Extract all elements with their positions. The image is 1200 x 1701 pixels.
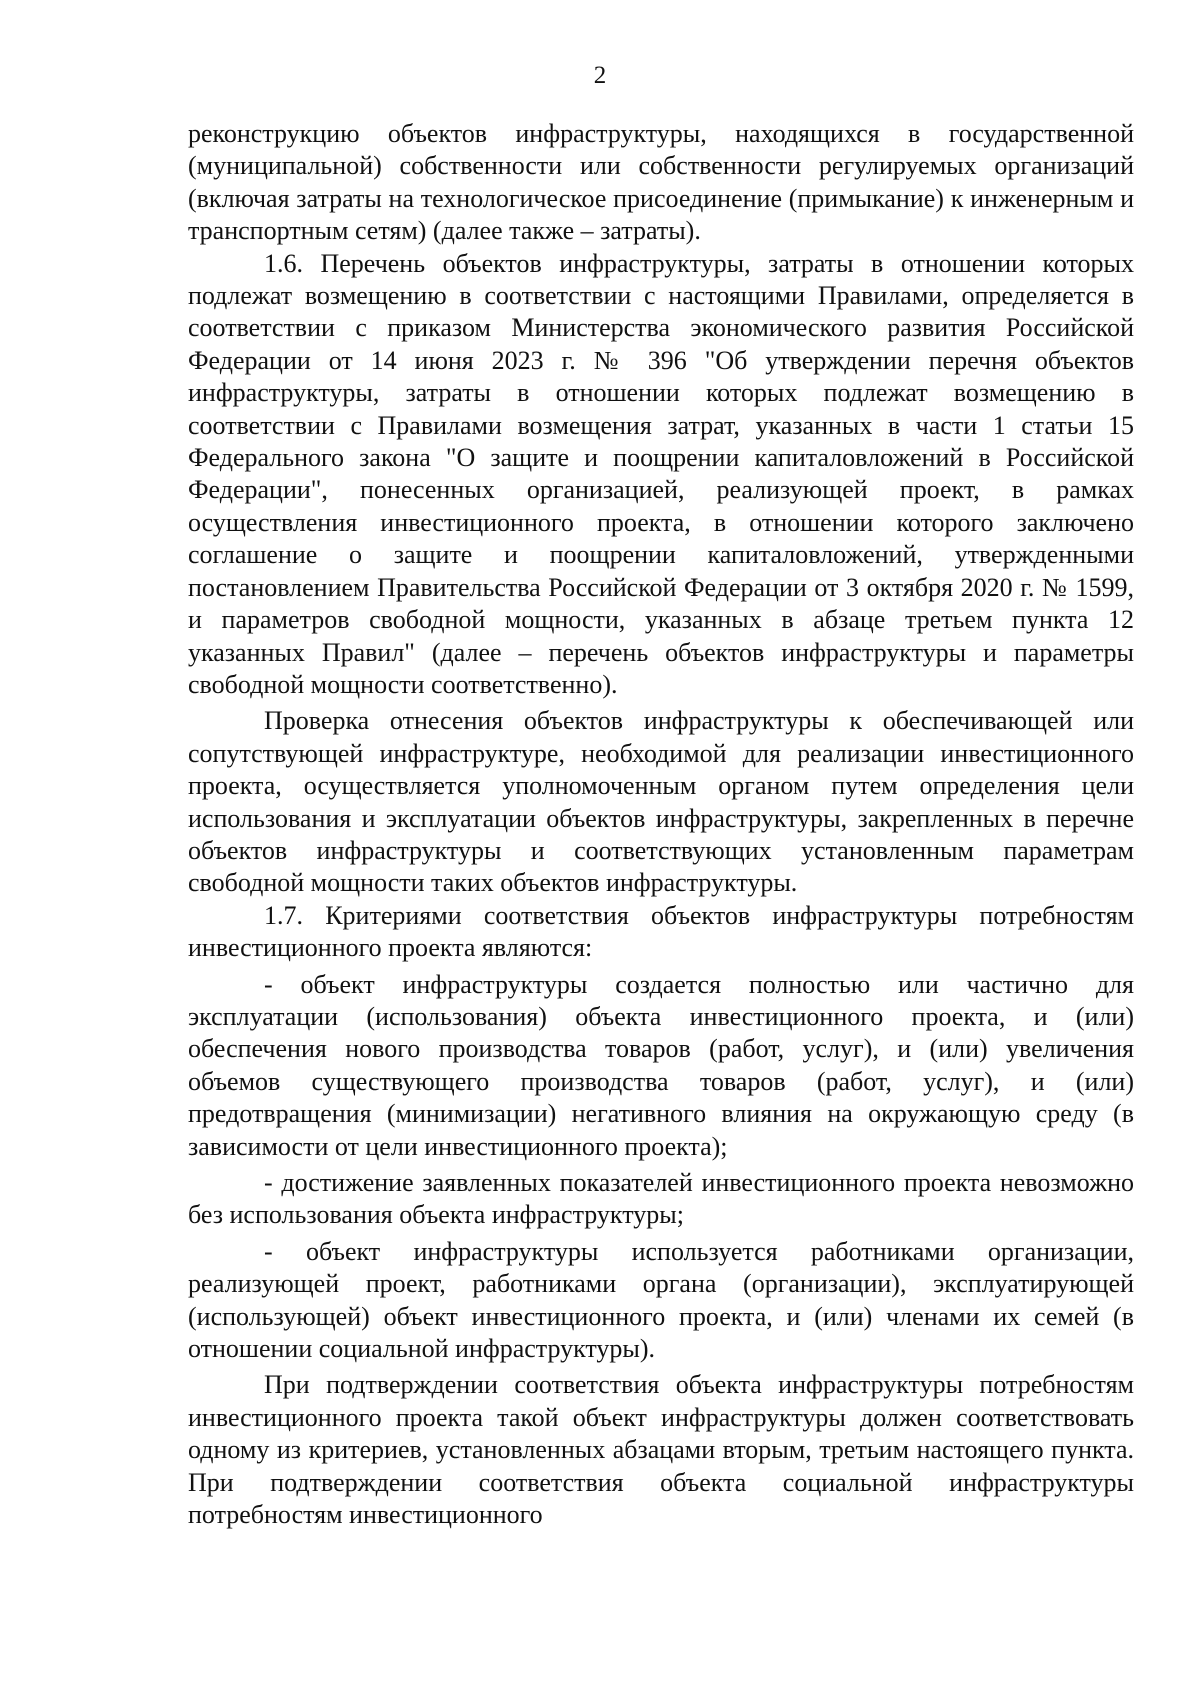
paragraph-verification: Проверка отнесения объектов инфраструктуры к обеспечивающей или сопутствующей инфраструктуре, необходимой для реализации инвестиционного проекта, осуществляется уполномоченным органом путем определения цели использования и эксплуатации объектов инфраструктуры, закрепленных в перечне объектов инфраструктуры и соответствующих установленным параметрам свободной мощности таких объектов инфраструктуры. <box>188 706 1134 898</box>
paragraph-1-7: 1.7. Критериями соответствия объектов инфраструктуры потребностям инвестиционного проекта являются: <box>188 900 1134 963</box>
criterion-item-2: - достижение заявленных показателей инвестиционного проекта невозможно без использования объекта инфраструктуры; <box>188 1168 1134 1230</box>
criterion-item-3: - объект инфраструктуры используется работниками организации, реализующей проект, работниками органа (организации), эксплуатирующей (использующей) объект инвестиционного проекта, и (или) членами их семей (в отношении социальной инфраструктуры). <box>188 1236 1134 1364</box>
criterion-item-1: - объект инфраструктуры создается полностью или частично для эксплуатации (использования) объекта инвестиционного проекта, и (или) обеспечения нового производства товаров (работ, услуг), и (или) увеличения объемов существующего производства товаров (работ, услуг), и (или) предотвращения (минимизации) негативного влияния на окружающую среду (в зависимости от цели инвестиционного проекта); <box>188 969 1134 1161</box>
paragraph-continuation: реконструкцию объектов инфраструктуры, находящихся в государственной (муниципальной) собственности или собственности регулируемых организаций (включая затраты на технологическое присоединение (примыкание) к инженерным и транспортным сетям) (далее также – затраты). <box>188 119 1134 246</box>
paragraph-1-6: 1.6. Перечень объектов инфраструктуры, затраты в отношении которых подлежат возмещению в соответствии с настоящими Правилами, определяется в соответствии с приказом Министерства экономического развития Российской Федерации от 14 июня 2023 г. № 396 "Об утверждении перечня объектов инфраструктуры, затраты в отношении которых подлежат возмещению в соответствии с Правилами возмещения затрат, указанных в части 1 статьи 15 Федерального закона "О защите и поощрении капиталовложений в Российской Федерации", понесенных организацией, реализующей проект, в рамках осуществления инвестиционного проекта, в отношении которого заключено соглашение о защите и поощрении капиталовложений, утвержденными постановлением Правительства Российской Федерации от 3 октября 2020 г. № 1599, и параметров свободной мощности, указанных в абзаце третьем пункта 12 указанных Правил" (далее – перечень объектов инфраструктуры и параметры свободной мощности соответственно). <box>188 248 1134 699</box>
document-body <box>188 118 1134 1531</box>
page-number: 2 <box>593 62 607 89</box>
paragraph-confirmation: При подтверждении соответствия объекта инфраструктуры потребностям инвестиционного проекта такой объект инфраструктуры должен соответствовать одному из критериев, установленных абзацами вторым, третьим настоящего пункта. При подтверждении соответствия объекта социальной инфраструктуры потребностям инвестиционного <box>188 1370 1134 1530</box>
